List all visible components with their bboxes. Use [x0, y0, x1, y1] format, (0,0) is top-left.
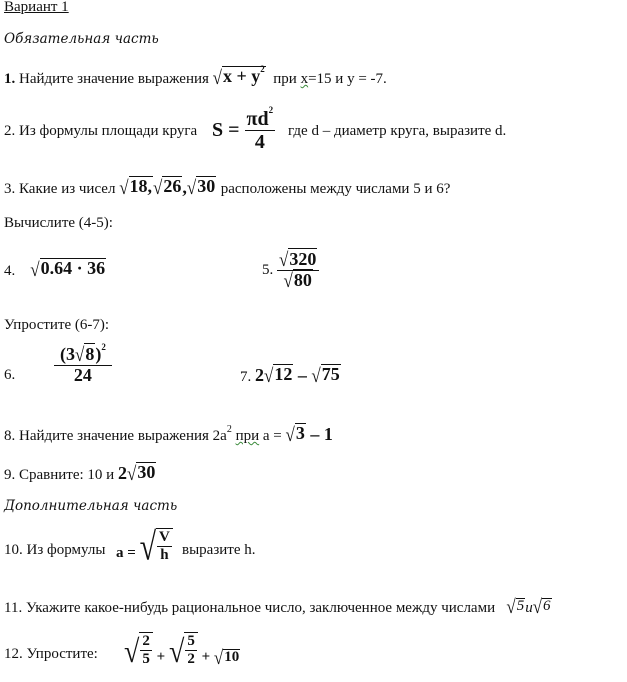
- radical-icon: √: [264, 364, 274, 387]
- task-12-radicand-3: 10: [224, 649, 240, 666]
- task-2: [4, 122, 197, 140]
- task-8-pre: при: [235, 427, 260, 444]
- task-7-radicand-1: 12: [274, 364, 293, 384]
- task-1-cond-post: =15 и y = -7.: [308, 70, 387, 87]
- task-1-number: 1.: [4, 70, 16, 87]
- task-2-num-text: πd: [246, 108, 269, 130]
- section-required-heading: Обязательная часть: [4, 31, 159, 47]
- radical-icon: √: [283, 269, 293, 292]
- radical-icon: √: [311, 364, 321, 387]
- section-extra-heading: Дополнительная часть: [4, 498, 178, 514]
- task-3-radicand-2: 26: [163, 176, 182, 196]
- task-6-open: (3: [60, 344, 75, 364]
- task-8-radicand: 3: [295, 423, 305, 443]
- task-8-mid: a =: [262, 427, 282, 444]
- task-3-radicand-1: 18,: [129, 176, 153, 196]
- task-10-lhs: a =: [116, 545, 136, 562]
- task-6-label: 6.: [4, 367, 16, 383]
- task-7-minus: –: [297, 364, 307, 385]
- task-2-denominator: 4: [254, 131, 265, 153]
- task-12-root-2: [168, 632, 198, 671]
- radical-icon: √: [30, 258, 40, 281]
- radical-icon: √: [186, 176, 197, 199]
- group-simplify-heading: Упростите (6-7):: [4, 317, 110, 333]
- radical-icon: √: [75, 343, 85, 366]
- task-12-f1-numerator: 2: [142, 633, 150, 649]
- task-4: [4, 258, 106, 280]
- task-8-exponent: 2: [226, 424, 232, 435]
- task-1-exponent: 2: [260, 64, 265, 74]
- task-11: [4, 595, 552, 618]
- task-4-radicand: 0.64 · 36: [40, 258, 106, 278]
- task-5-label: 5.: [262, 261, 274, 278]
- task-12-root-1: [124, 632, 153, 671]
- task-3-separator: ,: [182, 176, 187, 197]
- task-8-text: 8. Найдите значение выражения 2a: [4, 427, 227, 444]
- task-1-cond-var: x: [300, 70, 309, 87]
- task-8: [4, 423, 333, 445]
- task-1-cond-pre: при: [273, 70, 297, 87]
- radical-icon: √: [139, 525, 157, 569]
- task-7-radicand-2: 75: [321, 364, 340, 384]
- radical-icon: √: [213, 646, 224, 669]
- task-12-text: 12. Упростите:: [4, 646, 98, 662]
- task-2-exponent: 2: [268, 105, 274, 115]
- task-2-fraction: [245, 105, 276, 153]
- radical-icon: √: [124, 634, 140, 671]
- task-5-den-radicand: 80: [293, 269, 312, 290]
- task-12-root-3: [213, 646, 240, 669]
- task-1: [4, 66, 387, 88]
- task-5-denominator: [284, 271, 313, 291]
- task-2-tail: где d – диаметр круга, выразите d.: [288, 123, 507, 139]
- task-1-expression: [212, 64, 266, 89]
- task-3: [4, 176, 450, 198]
- radical-icon: √: [212, 66, 223, 89]
- task-9-radicand: 30: [137, 462, 156, 482]
- task-3-numbers: [119, 177, 221, 197]
- task-9-coef: 2: [117, 462, 127, 483]
- task-3-text: 3. Какие из чисел: [4, 180, 116, 197]
- task-12-f2-denominator: 2: [187, 650, 195, 667]
- task-12-expression: [124, 632, 240, 671]
- radical-icon: √: [532, 595, 543, 618]
- task-10-root: [139, 525, 173, 569]
- task-6-expression: [54, 342, 112, 386]
- task-5: [262, 250, 319, 291]
- task-5-num-radicand: 320: [289, 249, 317, 269]
- task-1-text: Найдите значение выражения: [19, 70, 209, 87]
- task-4-expression: [30, 258, 106, 281]
- task-11-text: 11. Укажите какое-нибудь рациональное число, заключенное между числами: [4, 600, 496, 616]
- task-6-denominator: 24: [73, 364, 92, 385]
- task-8-expression: [286, 424, 333, 444]
- task-11-and: и: [525, 600, 533, 616]
- task-6-fraction: [54, 342, 112, 386]
- task-12-f1-denominator: 5: [142, 650, 150, 667]
- variant-title: Вариант 1: [4, 0, 69, 15]
- task-6-close: ): [95, 344, 102, 364]
- radical-icon: √: [506, 595, 516, 618]
- task-7-label: 7.: [240, 368, 252, 385]
- task-10-tail: выразите h.: [182, 542, 256, 558]
- task-2-text: 2. Из формулы площади круга: [4, 123, 198, 139]
- task-5-fraction: [277, 250, 319, 291]
- task-6-radicand: 8: [85, 344, 95, 364]
- task-10-numerator: V: [159, 529, 170, 545]
- task-3-radicand-3: 30: [197, 176, 216, 196]
- task-8-tail: – 1: [310, 423, 333, 444]
- task-5-numerator: [277, 250, 319, 271]
- group-calc-heading: Вычислите (4-5):: [4, 215, 113, 231]
- task-9-expression: [118, 463, 156, 483]
- radical-icon: √: [168, 634, 185, 671]
- radical-icon: √: [126, 462, 137, 485]
- task-12-f2-numerator: 5: [187, 633, 195, 649]
- task-1-radicand: x + y: [223, 66, 261, 86]
- radical-icon: √: [119, 176, 129, 199]
- task-7-expression: [255, 365, 341, 385]
- task-10-text: 10. Из формулы: [4, 542, 106, 558]
- task-11-radicand-1: 5: [516, 598, 525, 615]
- radical-icon: √: [285, 423, 295, 446]
- task-9-text: 9. Сравните: 10 и: [4, 466, 115, 483]
- task-12-plus-1: +: [156, 649, 166, 666]
- task-4-label: 4.: [4, 262, 16, 279]
- task-11-expression: [506, 595, 551, 618]
- task-2-formula: [212, 105, 275, 153]
- radical-icon: √: [153, 176, 163, 199]
- task-7: [240, 364, 341, 386]
- task-9: [4, 462, 156, 484]
- radical-icon: √: [279, 248, 289, 271]
- task-12-plus-2: +: [201, 649, 211, 666]
- task-3-tail: расположены между числами 5 и 6?: [220, 180, 451, 197]
- task-7-coef: 2: [255, 364, 264, 385]
- task-10-denominator: h: [160, 546, 169, 563]
- task-11-radicand-2: 6: [543, 598, 551, 615]
- task-6-numerator: [54, 342, 112, 366]
- task-6-exponent: 2: [101, 342, 106, 352]
- task-10-fraction: [157, 529, 172, 563]
- task-2-lhs: S =: [212, 119, 240, 141]
- task-2-numerator: [245, 105, 276, 131]
- task-10-formula: [116, 525, 173, 569]
